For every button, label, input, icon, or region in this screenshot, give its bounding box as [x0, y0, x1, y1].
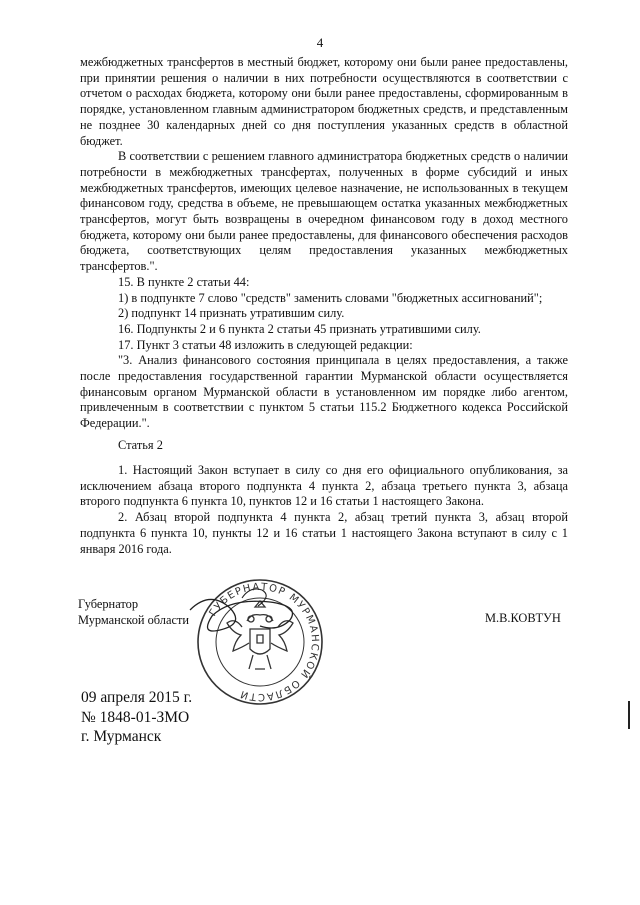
paragraph: 16. Подпункты 2 и 6 пункта 2 статьи 45 признать утратившими силу. [118, 321, 481, 336]
paragraph: "3. Анализ финансового состояния принципала в целях предоставления, а также после предоставления государственной гарантии Мурманской области осуществляется финансовым органом Мурманской области в установленном им порядке либо агентом, привлеченным в соответствии с пунктом 5 статьи 115.2 Бюджетного кодекса Российской Федерации.". [80, 353, 568, 431]
governor-title-line: Мурманской области [78, 612, 190, 627]
paragraph: 17. Пункт 3 статьи 48 изложить в следующей редакции: [118, 337, 413, 352]
svg-text:ГУБЕРНАТОР МУРМАНСКОЙ ОБЛАСТИ: ГУБЕРНАТОР МУРМАНСКОЙ ОБЛАСТИ [207, 581, 321, 703]
governor-name: М.В.КОВТУН [485, 611, 561, 625]
article-2-body [80, 463, 568, 557]
handwritten-signature [150, 580, 360, 660]
document-date: 09 апреля 2015 г. [81, 689, 193, 706]
governor-title-line: Губернатор [78, 597, 139, 611]
paragraph: межбюджетных трансфертов в местный бюджет, которому они были ранее предоставлены, при принятии решения о наличии в них потребности осуществляются в соответствии с отчетом о расходах бюджета, которому они были ранее предоставлены, сформированным в порядке, установленном главным администратором бюджетных средств, и представленным не позднее 30 календарных дней со дня поступления указанных средств в областной бюджет. [80, 55, 568, 148]
document-body [80, 55, 568, 432]
document-footer [81, 688, 192, 747]
paragraph: 1) в подпункте 7 слово "средств" заменить словами "бюджетных ассигнований"; [118, 290, 543, 305]
scan-edge-mark [628, 701, 630, 729]
article-heading: Статья 2 [118, 438, 163, 452]
document-number: № 1848-01-ЗМО [81, 708, 190, 726]
page-number: 4 [316, 35, 324, 50]
document-city: г. Мурманск [81, 728, 162, 745]
paragraph: 2) подпункт 14 признать утратившим силу. [118, 306, 345, 321]
article-item: 1. Настоящий Закон вступает в силу со дня его официального опубликования, за исключением абзаца второго подпункта 4 пункта 2, абзаца третьего пункта 3, абзаца второго подпункта 6 пункта 10, пунктов 12 и 16 статьи 1 настоящего Закона. [80, 463, 568, 509]
article-item: 2. Абзац второй подпункта 4 пункта 2, абзац третий пункта 3, абзац второй подпункта 6 пункта 10, пункты 12 и 16 статьи 1 настоящего Закона вступают в силу с 1 января 2016 года. [80, 510, 568, 556]
paragraph: В соответствии с решением главного администратора бюджетных средств о наличии потребности в межбюджетных трансфертах, полученных в форме субсидий и иных межбюджетных трансфертов, имеющих целевое назначение, не использованных в текущем финансовом году, средства в объеме, не превышающем остатка указанных межбюджетных трансфертов, могут быть возвращены в очередном финансовом году в доход местного бюджета, которому они были ранее предоставлены, для финансового обеспечения расходов бюджета, соответствующих целям предоставления указанных межбюджетных трансфертов.". [80, 149, 568, 274]
paragraph: 15. В пункте 2 статьи 44: [118, 274, 250, 289]
